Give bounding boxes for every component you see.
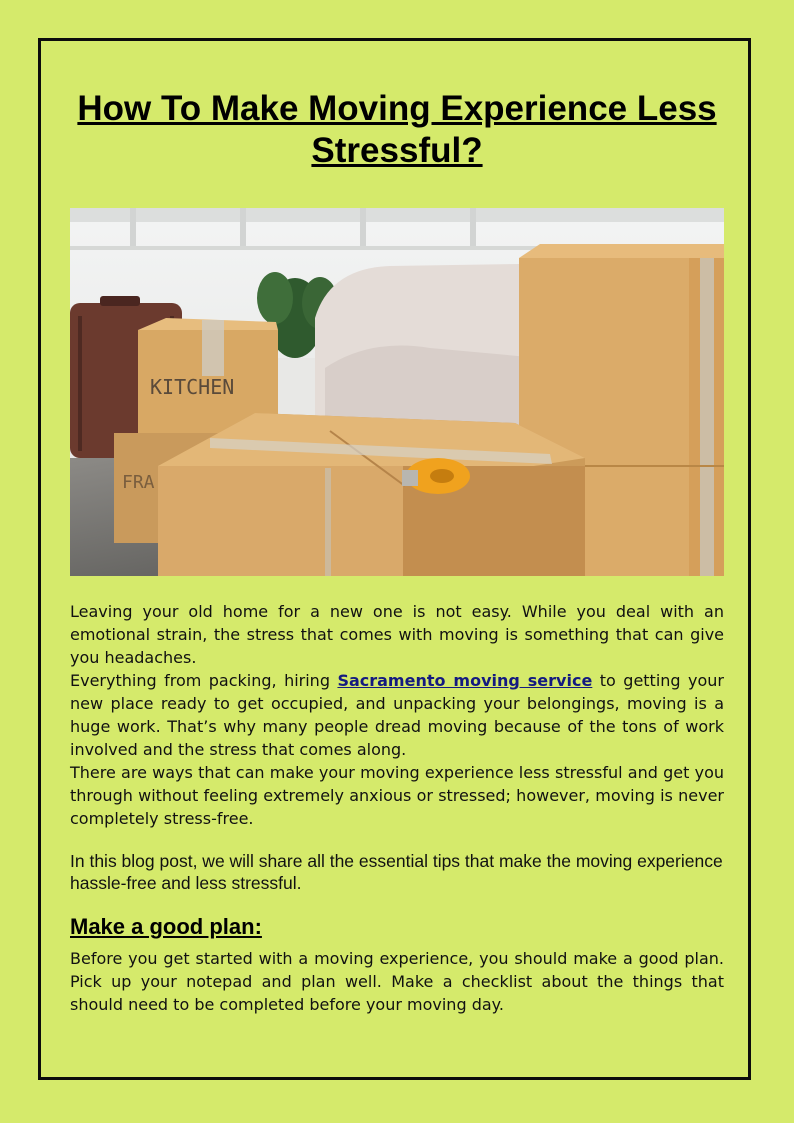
intro-paragraph-1: Leaving your old home for a new one is not easy. While you deal with an emotional strain, the stress that comes with moving is something that can give you headaches. <box>70 602 724 667</box>
section-heading: Make a good plan: <box>70 914 262 939</box>
paragraph-2-text-start: Everything from packing, hiring <box>70 671 338 690</box>
paragraph-2-text-end: to getting your new place ready to get occupied, and unpacking your belongings, moving is a huge work. That’s why many people dread moving because of the tons of work involved and the stress that comes along. <box>70 671 725 759</box>
intro-text <box>70 600 724 830</box>
fragile-box-label: FRA <box>122 472 155 493</box>
intro-paragraph-2 <box>70 669 724 761</box>
kitchen-box-label: KITCHEN <box>150 375 235 399</box>
blog-intro: In this blog post, we will share all the essential tips that make the moving experience hassle-free and less stressful. <box>70 851 723 893</box>
section-paragraph: Before you get started with a moving experience, you should make a good plan. Pick up your notepad and plan well. Make a checklist about the things that should need to be completed before your moving day. <box>70 949 724 1014</box>
hero-image <box>70 208 724 576</box>
intro-paragraph-3: There are ways that can make your moving experience less stressful and get you through without feeling extremely anxious or stressed; however, moving is never completely stress-free. <box>70 763 724 828</box>
page-title: How To Make Moving Experience Less Stressful? <box>77 89 717 170</box>
sacramento-moving-service-link[interactable]: Sacramento moving service <box>337 671 593 690</box>
